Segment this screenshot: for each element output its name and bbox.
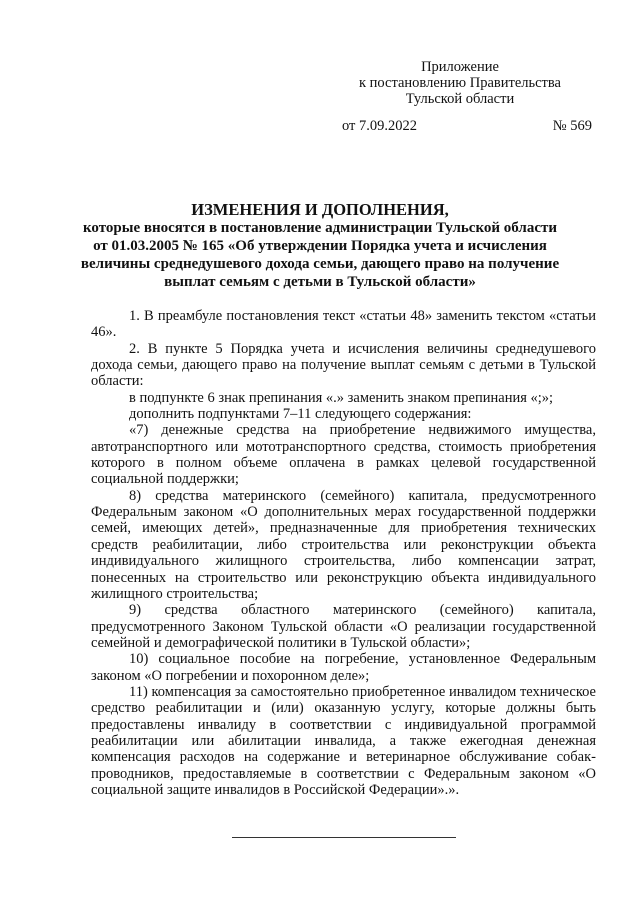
paragraph-4: дополнить подпунктами 7–11 следующего содержания: [129, 406, 472, 423]
closing-rule [232, 837, 456, 838]
appendix-region: Тульской области [405, 91, 515, 107]
paragraph-6: 8) средства материнского (семейного) капитала, предусмотренного Федеральным законом «О дополнительных мерах государственной поддержки семей, имеющих детей», предназначенные для приобретения технических средств реабилитации, либо строительства или реконструкции объекта индивидуального жилищного строительства, либо компенсации затрат, понесенных на строительство или реконструкцию объекта индивидуального жилищного строительства; [91, 487, 596, 602]
document-body [91, 308, 596, 798]
paragraph-3: в подпункте 6 знак препинания «.» заменить знаком препинания «;»; [129, 389, 554, 406]
paragraph-1: 1. В преамбуле постановления текст «статьи 48» заменить текстом «статьи 46». [91, 308, 596, 341]
paragraph-8: 10) социальное пособие на погребение, установленное Федеральным законом «О погребении и похоронном деле»; [91, 651, 596, 684]
document-title [60, 200, 580, 291]
appendix-resolution-ref: к постановлению Правительства [359, 75, 561, 91]
title-line-2: которые вносятся в постановление администрации Тульской области [82, 220, 557, 236]
appendix-label: Приложение [421, 59, 499, 75]
paragraph-2: 2. В пункте 5 Порядка учета и исчисления величины среднедушевого дохода семьи, дающего право на получение выплат семьям с детьми в Тульской области: [91, 340, 596, 390]
appendix-header [330, 59, 590, 107]
resolution-date: от 7.09.2022 [342, 118, 418, 134]
paragraph-7: 9) средства областного материнского (семейного) капитала, предусмотренного Законом Тульской области «О реализации государственной семейной и демографической политики в Тульской области»; [91, 602, 596, 651]
title-line-4: величины среднедушевого дохода семьи, дающего право на получение [80, 256, 560, 272]
paragraph-5: «7) денежные средства на приобретение недвижимого имущества, автотранспортного или мототранспортного средства, стоимость приобретения которого в полном объеме оплачена в рамках целевой государственной социальной поддержки; [91, 422, 596, 488]
resolution-number: № 569 [552, 118, 592, 134]
paragraph-9: 11) компенсация за самостоятельно приобретенное инвалидом техническое средство реабилитации и (или) оказанную услугу, которые должны быть предоставлены инвалиду в соответствии с индивидуальной программой реабилитации или абилитации инвалида, а также ежегодная денежная компенсация расходов на содержание и ветеринарное обслуживание собак-проводников, предоставляемые в соответствии с Федеральным законом «О социальной защите инвалидов в Российской Федерации».». [91, 683, 596, 798]
title-line-5: выплат семьям с детьми в Тульской области» [164, 274, 476, 290]
title-line-3: от 01.03.2005 № 165 «Об утверждении Порядка учета и исчисления [93, 238, 547, 254]
title-main: ИЗМЕНЕНИЯ И ДОПОЛНЕНИЯ, [191, 200, 449, 219]
